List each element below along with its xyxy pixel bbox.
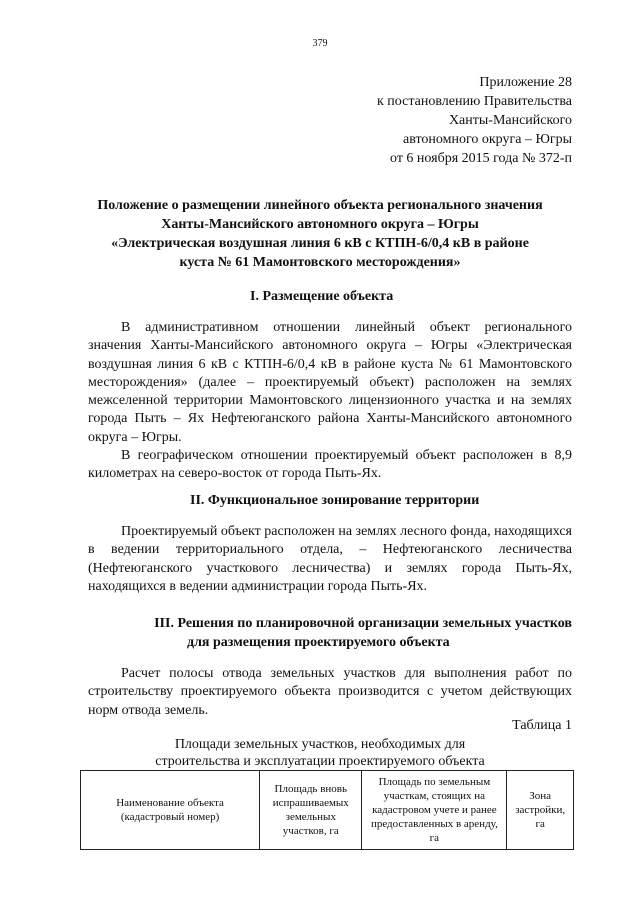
title-line: Ханты-Мансийского автономного округа – Югры <box>161 217 479 232</box>
paragraph: В географическом отношении проектируемый объект расположен в 8,9 километрах на северо-восток от города Пыть-Ях. <box>88 448 572 482</box>
paragraph: Проектируемый объект расположен на землях лесного фонда, находящихся в ведении территориального отдела, – Нефтеюганского лесничества (Нефтеюганского участкового лесничества) и землях города Пыть-Ях, находящихся в ведении администрации города Пыть-Ях. <box>88 524 572 594</box>
paragraph: В административном отношении линейный объект регионального значения Ханты-Мансийского автономного округа – Югры «Электрическая воздушная линия 6 кВ с КТПН-6/0,4 кВ в районе куста № 61 Мамонтовского месторождения» (далее – проектируемый объект) расположен на землях межселенной территории Мамонтовского лицензионного участка и на землях города Пыть – Ях Нефтеюганского района Ханты-Мансийского автономного округа – Югры. <box>88 320 572 445</box>
caption-line: строительства и эксплуатации проектируемого объекта <box>155 754 485 769</box>
section-heading-2: II. Функциональное зонирование территории <box>190 493 480 508</box>
title-line: Положение о размещении линейного объекта регионального значения <box>97 198 543 213</box>
section-heading-1: I. Размещение объекта <box>250 289 394 304</box>
paragraph: Расчет полосы отвода земельных участков для выполнения работ по строительству проектируемого объекта производится с учетом действующих норм отвода земель. <box>88 666 572 718</box>
title-line: «Электрическая воздушная линия 6 кВ с КТПН-6/0,4 кВ в районе <box>111 236 529 251</box>
header-leased-area: Площадь по земельным участкам, стоящих на кадастровом учете и ранее предоставленных в аренду, га <box>362 771 507 850</box>
page-number: 379 <box>312 38 328 49</box>
appendix-block <box>377 73 572 168</box>
section2-body <box>88 523 572 596</box>
header-object-name: Наименование объекта (кадастровый номер) <box>81 771 260 850</box>
heading-line: для размещения проектируемого объекта <box>187 635 450 650</box>
header-new-area: Площадь вновь испрашиваемых земельных участков, га <box>260 771 362 850</box>
caption-line: Площади земельных участков, необходимых для <box>174 737 466 752</box>
appendix-line: Ханты-Мансийского <box>448 113 572 128</box>
section3-body <box>88 665 572 720</box>
section-heading-3 <box>88 614 572 652</box>
appendix-line: от 6 ноября 2015 года № 372-п <box>390 151 572 166</box>
section1-body <box>88 319 572 484</box>
table-number: Таблица 1 <box>512 718 572 733</box>
appendix-line: к постановлению Правительства <box>376 94 572 109</box>
heading-line: III. Решения по планировочной организации земельных участков <box>154 616 572 631</box>
title-line: куста № 61 Мамонтовского месторождения» <box>179 255 461 270</box>
header-development-zone: Зона застройки, га <box>507 771 574 850</box>
appendix-line: Приложение 28 <box>479 75 572 90</box>
table-header-row <box>81 771 574 850</box>
document-title <box>70 196 570 272</box>
table-caption <box>130 736 510 770</box>
appendix-line: автономного округа – Югры <box>403 132 572 147</box>
land-area-table <box>80 770 574 850</box>
